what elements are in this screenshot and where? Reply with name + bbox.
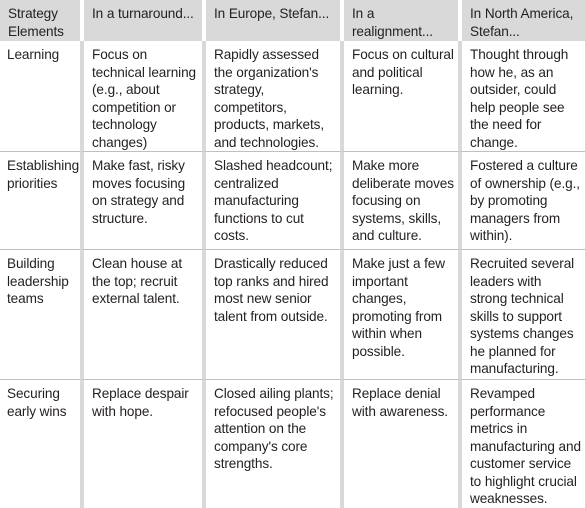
cell-leadership-turnaround: Clean house at the top; recruit external talent. xyxy=(80,249,202,379)
cell-wins-north-america: Revamped performance metrics in manufacturing and customer service to highlight crucial weaknesses. xyxy=(458,379,585,508)
row-label-learning: Learning xyxy=(7,47,60,62)
cell-learning-europe: Rapidly assessed the organization's strategy, competitors, products, markets, and technologies. xyxy=(202,41,340,151)
cell-priorities-north-america: Fostered a culture of ownership (e.g., by promoting managers from within). xyxy=(458,151,585,249)
table-row-securing-early-wins xyxy=(0,379,585,508)
row-label-securing-early-wins: Securing early wins xyxy=(0,379,80,508)
header-strategy-elements: Strategy Elements xyxy=(0,0,80,41)
cell-wins-europe: Closed ailing plants; refocused people's attention on the company's core strengths. xyxy=(202,379,340,508)
table-row-establishing-priorities xyxy=(0,151,585,249)
header-turnaround: In a turnaround... xyxy=(80,0,202,41)
header-realignment: In a realignment... xyxy=(340,0,458,41)
row-label-building-leadership-teams: Building leadership teams xyxy=(0,249,80,379)
cell-leadership-realignment: Make just a few important changes, promoting from within when possible. xyxy=(340,249,458,379)
cell-leadership-north-america: Recruited several leaders with strong technical skills to support systems changes he planned for manufacturing. xyxy=(458,249,585,379)
cell-priorities-realignment: Make more deliberate moves focusing on systems, skills, and culture. xyxy=(340,151,458,249)
cell-learning-turnaround: Focus on technical learning (e.g., about competition or technology changes) xyxy=(80,41,202,151)
cell-wins-realignment: Replace denial with awareness. xyxy=(340,379,458,508)
header-north-america-stefan: In North America, Stefan... xyxy=(458,0,585,41)
table-header-row xyxy=(0,0,585,41)
table-row-learning xyxy=(0,41,585,151)
table-row-building-leadership-teams xyxy=(0,249,585,379)
cell-leadership-europe: Drastically reduced top ranks and hired most new senior talent from outside. xyxy=(202,249,340,379)
cell-wins-turnaround: Replace despair with hope. xyxy=(80,379,202,508)
cell-learning-realignment: Focus on cultural and political learning. xyxy=(340,41,458,151)
cell-priorities-europe: Slashed headcount; centralized manufacturing functions to cut costs. xyxy=(202,151,340,249)
row-label-establishing-priorities: Establishing priorities xyxy=(0,151,80,249)
cell-learning-north-america: Thought through how he, as an outsider, could help people see the need for change. xyxy=(458,41,585,151)
header-europe-stefan: In Europe, Stefan... xyxy=(202,0,340,41)
cell-priorities-turnaround: Make fast, risky moves focusing on strategy and structure. xyxy=(80,151,202,249)
